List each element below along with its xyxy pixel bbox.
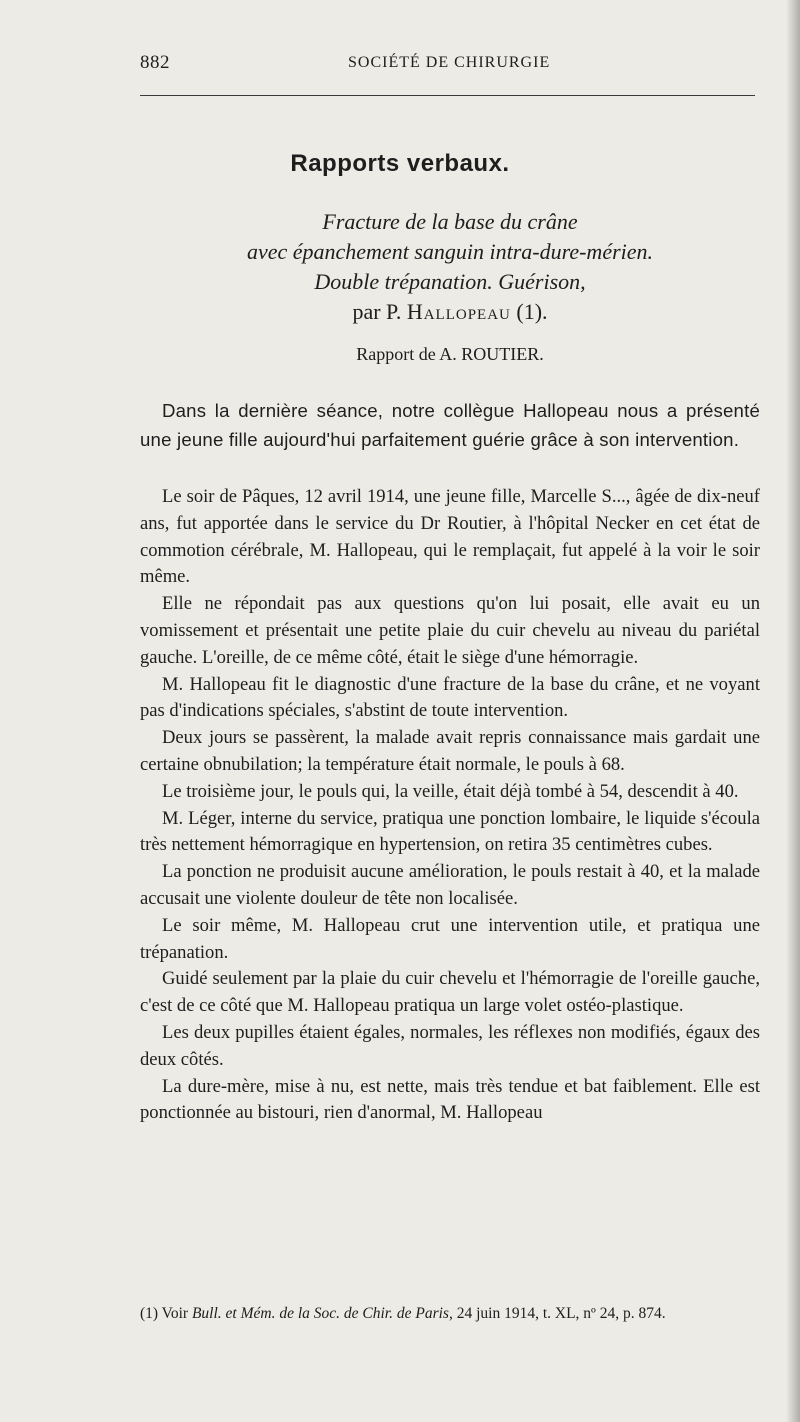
journal-title: SOCIÉTÉ DE CHIRURGIE bbox=[348, 54, 551, 71]
paragraph: Le troisième jour, le pouls qui, la veille, était déjà tombé à 54, descendit à 40. bbox=[162, 780, 739, 802]
article-title-block bbox=[0, 207, 800, 327]
paragraph: Guidé seulement par la plaie du cuir chevelu et l'hémorragie de l'oreille gauche, c'est de ce côté que M. Hallopeau pratiqua un large volet ostéo-plastique. bbox=[140, 968, 760, 1017]
paragraph: Les deux pupilles étaient égales, normales, les réflexes non modifiés, égaux des deux côtés. bbox=[140, 1021, 760, 1070]
footnote-marker: (1) Voir bbox=[140, 1305, 189, 1322]
paragraph: La ponction ne produisit aucune amélioration, le pouls restait à 40, et la malade accusait une violente douleur de tête non localisée. bbox=[140, 861, 760, 909]
paragraph: Le soir de Pâques, 12 avril 1914, une jeune fille, Marcelle S..., âgée de dix-neuf ans, fut apportée dans le service du Dr Routier, à l'hôpital Necker en cet état de commotion cérébrale, M. Hallopeau, qui le remplaçait, fut appelé à la voir le soir même. bbox=[140, 486, 760, 588]
author-name: Hallopeau bbox=[406, 299, 511, 324]
paragraph: M. Léger, interne du service, pratiqua une ponction lombaire, le liquide s'écoula très nettement hémorragique en hypertension, on retira 35 centimètres cubes. bbox=[140, 807, 760, 856]
report-byline bbox=[0, 344, 800, 365]
reporter-name: ROUTIER. bbox=[461, 344, 544, 364]
author-prefix: par P. bbox=[352, 299, 402, 324]
footnote-source: Bull. et Mém. de la Soc. de Chir. de Paris, bbox=[191, 1305, 453, 1322]
paragraph: Le soir même, M. Hallopeau crut une intervention utile, et pratiqua une trépanation. bbox=[140, 914, 760, 963]
article-title-line-1: Fracture de la base du crâne bbox=[322, 209, 578, 234]
author-footnote-ref: (1). bbox=[516, 299, 548, 324]
footnote bbox=[140, 1303, 765, 1325]
running-head bbox=[140, 52, 760, 78]
paragraph: Elle ne répondait pas aux questions qu'on lui posait, elle avait eu un vomissement et présentait une petite plaie du cuir chevelu au niveau du pariétal gauche. L'oreille, de ce même côté, était le siège d'une hémorragie. bbox=[140, 593, 760, 668]
footnote-details: 24 juin 1914, t. XL, nº 24, p. 874. bbox=[456, 1305, 666, 1322]
header-rule bbox=[140, 95, 755, 96]
paragraph: La dure-mère, mise à nu, est nette, mais très tendue et bat faiblement. Elle est ponctionnée au bistouri, rien d'anormal, M. Hallopeau bbox=[140, 1075, 760, 1124]
paragraph: M. Hallopeau fit le diagnostic d'une fracture de la base du crâne, et ne voyant pas d'indications spéciales, s'abstint de toute intervention. bbox=[140, 673, 760, 722]
paragraph: Deux jours se passèrent, la malade avait repris connaissance mais gardait une certaine obnubilation; la température était normale, le pouls à 68. bbox=[140, 727, 760, 775]
article-title-line-3: Double trépanation. Guérison, bbox=[314, 269, 586, 294]
article-title-line-2: avec épanchement sanguin intra-dure-mérien. bbox=[246, 239, 654, 264]
author-line bbox=[0, 297, 800, 327]
paragraph: Dans la dernière séance, notre collègue Hallopeau nous a présenté une jeune fille aujourd'hui parfaitement guérie grâce à son intervention. bbox=[140, 400, 760, 450]
report-prefix: Rapport de A. bbox=[356, 344, 457, 364]
section-title: Rapports verbaux. bbox=[290, 150, 510, 177]
page-number: 882 bbox=[140, 52, 170, 73]
body-text bbox=[140, 396, 760, 1127]
